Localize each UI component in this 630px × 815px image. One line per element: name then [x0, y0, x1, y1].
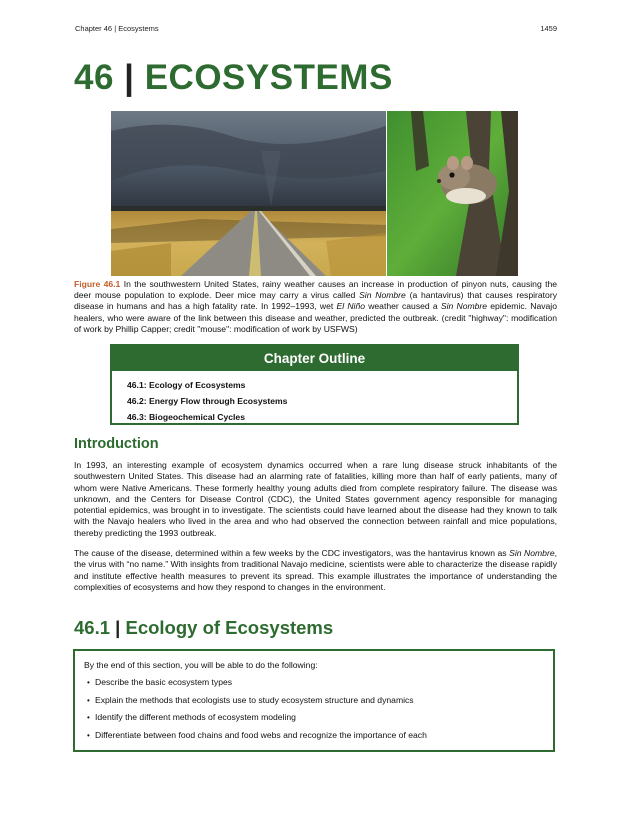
- introduction-paragraph-2: [74, 548, 557, 593]
- page-number: 1459: [540, 24, 557, 33]
- figure-images: [111, 111, 518, 276]
- caption-text: weather caused a: [365, 301, 441, 312]
- objective-item: • Explain the methods that ecologists use to study ecosystem structure and dynamics: [84, 693, 553, 709]
- caption-text: epidemic. Navajo healers, who were aware of the link between this disease and weather, predicted the outbreak. (credit "highway": modification of work by Phillip Capper; credit "mouse": modification of work by USFWS): [74, 301, 557, 334]
- section-heading: [74, 617, 333, 639]
- caption-text: In the southwestern United States, rainy weather causes an increase in production of pinyon nuts, causing the deer mouse population to explode. Deer mice may carry a virus called: [74, 279, 558, 301]
- objective-item: • Describe the basic ecosystem types: [84, 675, 553, 691]
- section-title: Ecology of Ecosystems: [125, 617, 334, 638]
- caption-text: (a hantavirus) that causes respiratory disease in humans and has a high fatality rate. In 1992–1993, wet: [74, 290, 557, 312]
- introduction-heading: Introduction: [74, 436, 159, 452]
- deer-mouse-photo: [387, 111, 518, 276]
- figure-46-1: [111, 111, 518, 276]
- paragraph-text: , the virus with “no name.” With insights from traditional Navajo medicine, scientists were able to characterize the disease rapidly and institute effective health measures to prevent its spread. This example illustrates the importance of understanding the complexities of ecosystems and how they respond to changes in the environment.: [74, 548, 557, 592]
- running-head: [75, 24, 557, 33]
- chapter-name: ECOSYSTEMS: [144, 58, 393, 97]
- figure-caption: [74, 279, 557, 335]
- objectives-intro: By the end of this section, you will be able to do the following:: [84, 660, 318, 670]
- caption-italic: El Niño: [336, 301, 365, 312]
- objective-item: • Differentiate between food chains and food webs and recognize the importance of each: [84, 728, 553, 744]
- section-separator: |: [115, 617, 121, 638]
- chapter-outline-box: [110, 344, 519, 425]
- title-separator: |: [124, 58, 135, 97]
- outline-link-46-1[interactable]: 46.1: Ecology of Ecosystems: [127, 380, 246, 390]
- chapter-outline-list: [112, 371, 517, 425]
- running-head-chapter: Chapter 46 | Ecosystems: [75, 24, 159, 33]
- figure-label: Figure 46.1: [74, 279, 121, 289]
- caption-italic: Sin Nombre: [440, 301, 488, 312]
- introduction-paragraph-1: In 1993, an interesting example of ecosystem dynamics occurred when a rare lung disease struck inhabitants of the southwestern United States. This disease had an alarming rate of fatalities, killing more than half of early patients, many of whom were Native Americans. These formerly healthy young adults died from complete respiratory failure. The disease was unknown, and the Centers for Disease Control (CDC), the United States government agency responsible for managing potential epidemics, was brought in to investigate. The scientists could have learned about the disease had they known to talk with the Navajo healers who lived in the area and who had observed the connection between rainfall and mice populations, thereby predicting the 1993 outbreak.: [74, 460, 557, 538]
- outline-link-46-3[interactable]: 46.3: Biogeochemical Cycles: [127, 412, 245, 422]
- outline-link-46-2[interactable]: 46.2: Energy Flow through Ecosystems: [127, 396, 288, 406]
- section-number: 46.1: [74, 617, 111, 638]
- chapter-title: [74, 58, 393, 98]
- objective-item: • Identify the different methods of ecosystem modeling: [84, 710, 553, 726]
- paragraph-italic: Sin Nombre: [509, 548, 555, 558]
- paragraph-text: The cause of the disease, determined within a few weeks by the CDC investigators, was the hantavirus known as: [74, 548, 510, 558]
- chapter-number: 46: [74, 58, 114, 97]
- caption-italic: Sin Nombre: [359, 290, 406, 301]
- chapter-outline-heading: Chapter Outline: [112, 346, 517, 371]
- highway-storm-photo: [111, 111, 386, 276]
- learning-objectives-box: [73, 649, 555, 752]
